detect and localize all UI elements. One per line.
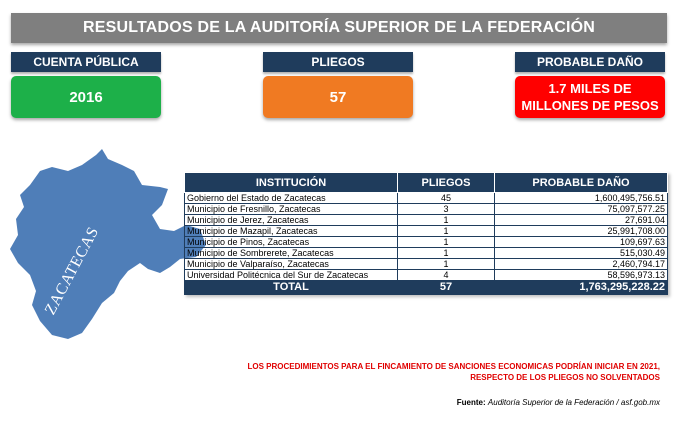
cell-probable-dano: 27,691.04	[495, 215, 668, 226]
kpi-probable-dano	[515, 52, 665, 118]
report-banner: RESULTADOS DE LA AUDITORÍA SUPERIOR DE LA FEDERACIÓN	[11, 13, 667, 43]
col-header-probable-dano: PROBABLE DAÑO	[495, 173, 668, 193]
zacatecas-map-label: ZACATECAS	[41, 224, 103, 318]
table-row	[185, 248, 668, 259]
source-text: Auditoría Superior de la Federación / asf.gob.mx	[487, 398, 660, 407]
cell-pliegos: 1	[398, 248, 495, 259]
cell-institucion: Municipio de Valparaíso, Zacatecas	[185, 259, 398, 270]
table-row	[185, 270, 668, 281]
sanciones-note-line1: LOS PROCEDIMIENTOS PARA EL FINCAMIENTO DE SANCIONES ECONOMICAS PODRÍAN INICIAR EN 2021,	[247, 362, 660, 371]
cell-institucion: Gobierno del Estado de Zacatecas	[185, 193, 398, 204]
kpi-probable-dano-line2: MILLONES DE PESOS	[521, 98, 659, 113]
cell-institucion: Municipio de Mazapil, Zacatecas	[185, 226, 398, 237]
cell-probable-dano: 58,596,973.13	[495, 270, 668, 281]
source-label: Fuente:	[456, 398, 486, 407]
cell-probable-dano: 109,697.63	[495, 237, 668, 248]
kpi-pliegos	[263, 52, 413, 118]
cell-pliegos: 1	[398, 259, 495, 270]
kpi-pliegos-value: 57	[263, 76, 413, 118]
table-row	[185, 204, 668, 215]
cell-institucion: Municipio de Sombrerete, Zacatecas	[185, 248, 398, 259]
cell-probable-dano: 25,991,708.00	[495, 226, 668, 237]
sanciones-note	[190, 361, 660, 383]
kpi-probable-dano-line1: 1.7 MILES DE	[548, 81, 632, 96]
cell-pliegos: 1	[398, 237, 495, 248]
cell-pliegos: 45	[398, 193, 495, 204]
table-row	[185, 259, 668, 270]
total-probable-dano: 1,763,295,228.22	[495, 281, 668, 295]
cell-probable-dano: 1,600,495,756.51	[495, 193, 668, 204]
auditoria-table	[184, 172, 668, 295]
cell-institucion: Municipio de Pinos, Zacatecas	[185, 237, 398, 248]
col-header-institucion: INSTITUCIÓN	[185, 173, 398, 193]
cell-pliegos: 1	[398, 226, 495, 237]
zacatecas-map	[10, 145, 206, 345]
cell-institucion: Universidad Politécnica del Sur de Zacatecas	[185, 270, 398, 281]
total-label: TOTAL	[185, 281, 398, 295]
kpi-probable-dano-value	[515, 76, 665, 118]
table-row	[185, 237, 668, 248]
table-total-row	[185, 281, 668, 295]
total-pliegos: 57	[398, 281, 495, 295]
cell-probable-dano: 2,460,794.17	[495, 259, 668, 270]
kpi-cuenta-publica	[11, 52, 161, 118]
kpi-cuenta-publica-value: 2016	[11, 76, 161, 118]
cell-probable-dano: 515,030.49	[495, 248, 668, 259]
cell-institucion: Municipio de Jerez, Zacatecas	[185, 215, 398, 226]
table-row	[185, 193, 668, 204]
cell-institucion: Municipio de Fresnillo, Zacatecas	[185, 204, 398, 215]
table-row	[185, 226, 668, 237]
kpi-pliegos-label: PLIEGOS	[263, 52, 413, 72]
zacatecas-map-shape	[10, 149, 206, 339]
kpi-probable-dano-label: PROBABLE DAÑO	[515, 52, 665, 72]
table-header-row	[185, 173, 668, 193]
sanciones-note-line2: RESPECTO DE LOS PLIEGOS NO SOLVENTADOS	[470, 373, 660, 382]
kpi-cuenta-publica-label: CUENTA PÚBLICA	[11, 52, 161, 72]
cell-pliegos: 3	[398, 204, 495, 215]
source-credit	[350, 398, 660, 407]
cell-pliegos: 1	[398, 215, 495, 226]
col-header-pliegos: PLIEGOS	[398, 173, 495, 193]
table-row	[185, 215, 668, 226]
cell-pliegos: 4	[398, 270, 495, 281]
cell-probable-dano: 75,097,577.25	[495, 204, 668, 215]
